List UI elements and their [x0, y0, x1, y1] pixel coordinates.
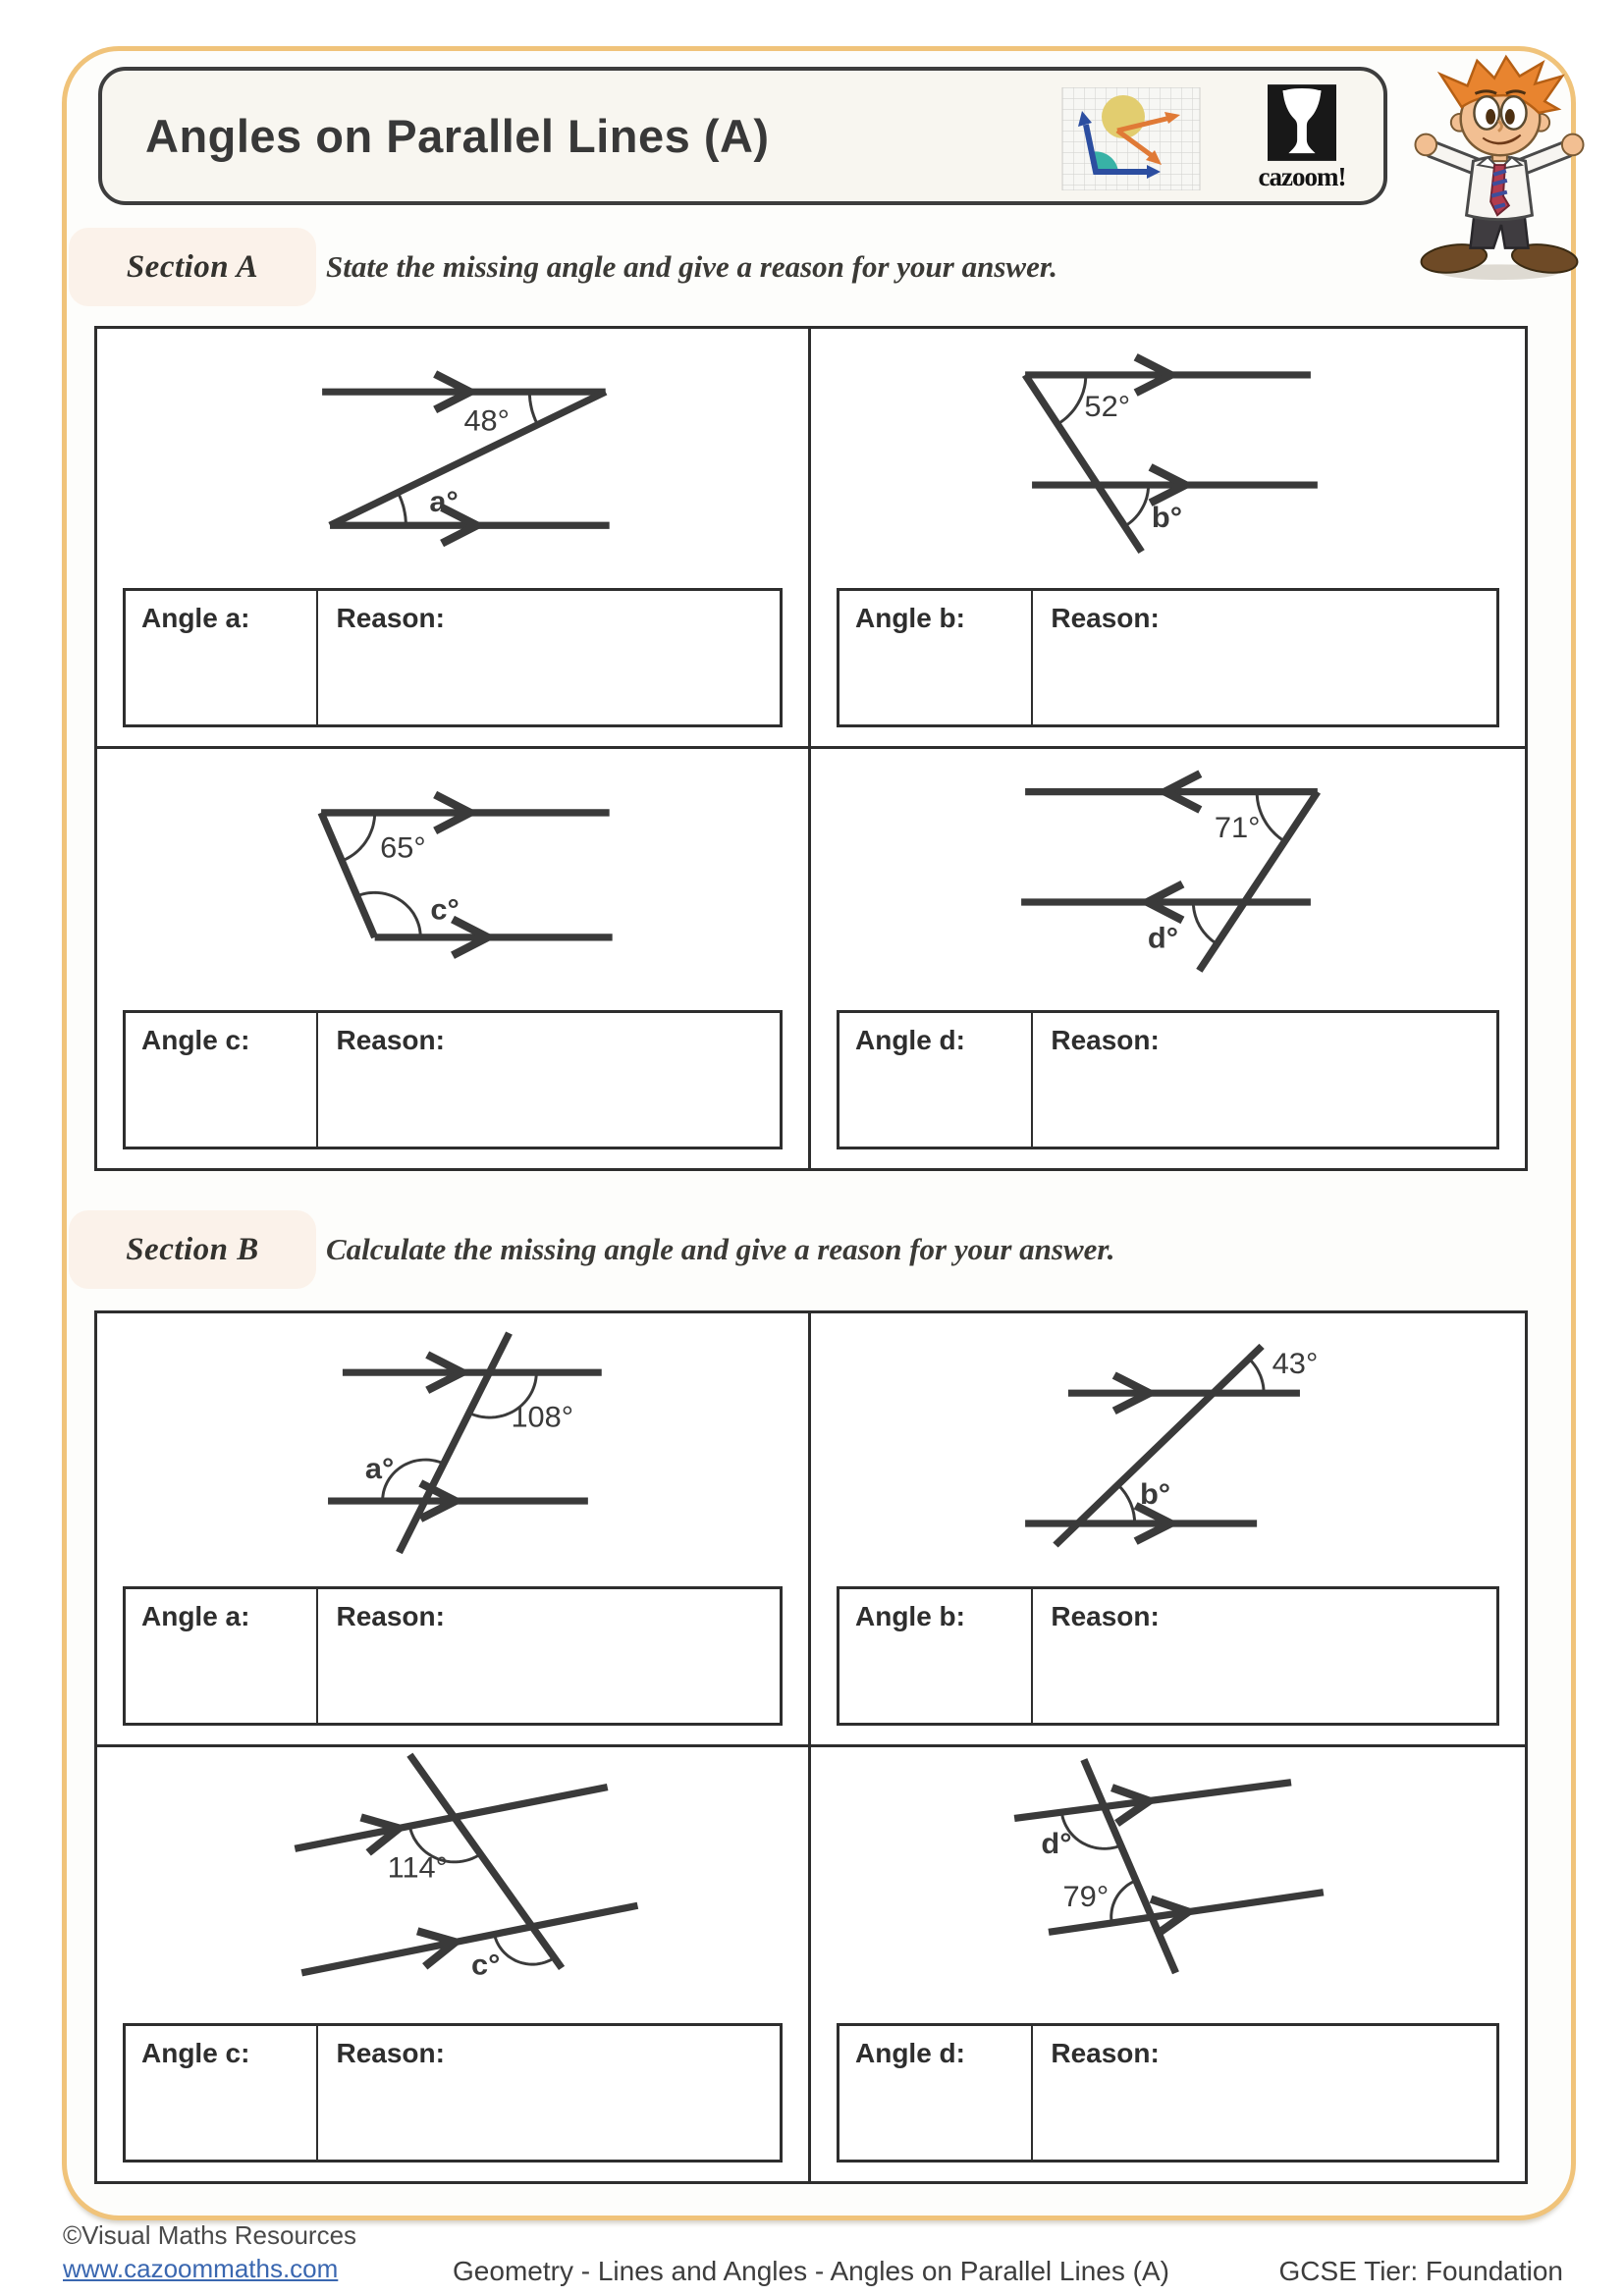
angle-arc [529, 392, 537, 425]
answer-table-d [837, 1010, 1499, 1149]
gcse-tier-label: GCSE Tier: Foundation [1278, 2256, 1563, 2286]
angle-label: c° [471, 1949, 501, 1982]
section-a-instruction: State the missing angle and give a reason for your answer. [326, 249, 1057, 284]
diagram-angle-a [97, 329, 808, 588]
angle-answer-field: Angle a: [126, 1589, 318, 1723]
angle-arc [1057, 375, 1086, 424]
angle-arc [398, 493, 406, 526]
angle-label: 48° [463, 404, 510, 438]
angle-label: d° [1041, 1827, 1072, 1861]
answer-table-b [837, 588, 1499, 727]
diagram-angle-b [811, 1313, 1525, 1586]
angle-label: a° [429, 486, 459, 518]
answer-table-d [837, 2023, 1499, 2163]
angle-label: d° [1147, 921, 1179, 954]
website-link[interactable]: www.cazoommaths.com [63, 2254, 339, 2283]
answer-table-c [123, 2023, 783, 2163]
angle-arc [1249, 1359, 1264, 1393]
diagram-line [301, 1905, 637, 1973]
angle-label: a° [364, 1453, 395, 1486]
section-a-grid [94, 326, 1528, 1171]
cazoom-logo [1239, 84, 1365, 194]
angle-answer-field: Angle c: [126, 2026, 318, 2160]
angle-label: b° [1151, 502, 1183, 535]
angle-label: 114° [387, 1851, 448, 1885]
reason-field: Reason: [1051, 2038, 1160, 2068]
angle-answer-field: Angle b: [839, 591, 1033, 724]
problem-cell-b [811, 1313, 1525, 1747]
angle-label: 108° [511, 1402, 574, 1434]
hand-right [1562, 134, 1584, 156]
copyright-text: ©Visual Maths Resources [63, 2220, 357, 2250]
angle-arc [1118, 1485, 1135, 1523]
angle-label: 52° [1084, 391, 1131, 423]
page-title: Angles on Parallel Lines (A) [145, 110, 770, 162]
problem-cell-b [811, 329, 1525, 749]
reason-field: Reason: [336, 1025, 445, 1055]
reason-field: Reason: [1051, 1601, 1160, 1631]
diagram-angle-d [811, 1747, 1525, 2023]
problem-cell-d [811, 1747, 1525, 2181]
brand-name: cazoom! [1258, 162, 1346, 191]
answer-table-a [123, 1586, 783, 1726]
angle-arc [1124, 485, 1148, 526]
angle-label: b° [1139, 1478, 1171, 1511]
cazoom-goblet-icon [1268, 84, 1336, 161]
angle-label: 65° [380, 830, 426, 864]
diagram-line [321, 812, 375, 936]
problem-cell-d [811, 749, 1525, 1169]
header [98, 67, 1387, 205]
angle-arc [1193, 902, 1217, 943]
reason-field: Reason: [1051, 1025, 1160, 1055]
diagram-angle-b [811, 329, 1525, 588]
arm-right [1522, 149, 1566, 167]
angle-arc [1257, 791, 1284, 840]
angle-answer-field: Angle c: [126, 1013, 318, 1147]
worksheet-breadcrumb: Geometry - Lines and Angles - Angles on Parallel Lines (A) [453, 2256, 1169, 2286]
angle-answer-field: Angle a: [126, 591, 318, 724]
section-b-label: Section B [69, 1210, 316, 1289]
answer-table-a [123, 588, 783, 727]
angle-label: c° [430, 892, 460, 926]
angle-answer-field: Angle d: [839, 1013, 1033, 1147]
problem-cell-c [97, 749, 811, 1169]
angle-answer-field: Angle b: [839, 1589, 1033, 1723]
angle-answer-field: Angle d: [839, 2026, 1033, 2160]
angle-label: 79° [1062, 1880, 1110, 1914]
angle-label: 71° [1214, 810, 1261, 844]
answer-table-b [837, 1586, 1499, 1726]
reason-field: Reason: [336, 602, 445, 633]
diagram-angle-c [97, 749, 808, 1011]
diagram-angle-a [97, 1313, 808, 1586]
arm-left [1433, 149, 1477, 167]
diagram-angle-c [97, 1747, 808, 2023]
problem-cell-c [97, 1747, 811, 2181]
diagram-angle-d [811, 749, 1525, 1011]
section-b-instruction: Calculate the missing angle and give a reason for your answer. [326, 1232, 1115, 1266]
reason-field: Reason: [336, 2038, 445, 2068]
problem-cell-a [97, 1313, 811, 1747]
answer-table-c [123, 1010, 783, 1149]
section-b-grid [94, 1310, 1528, 2184]
graph-chart-icon [1059, 87, 1203, 190]
angle-arc [342, 812, 374, 860]
problem-cell-a [97, 329, 811, 749]
hand-left [1415, 134, 1436, 156]
reason-field: Reason: [1051, 602, 1160, 633]
reason-field: Reason: [336, 1601, 445, 1631]
section-a-label: Section A [69, 228, 316, 306]
angle-label: 43° [1272, 1348, 1319, 1380]
